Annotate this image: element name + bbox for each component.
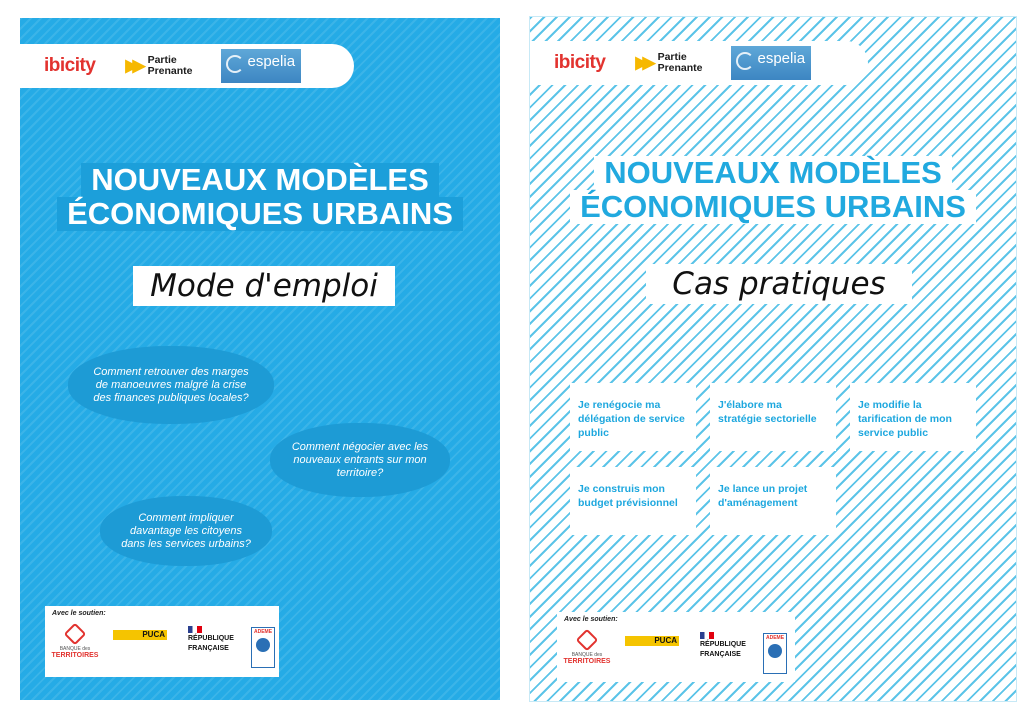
republique-francaise-logo: RÉPUBLIQUE FRANÇAISE [188,626,234,653]
cover-mode-emploi [20,18,500,700]
globe-icon [256,638,270,652]
case-card: Je lance un projet d'aménagement [710,467,836,535]
case-card: Je renégocie ma délégation de service public [570,383,696,451]
logo-bar [530,41,868,85]
chevron-icon: ▶▶ [635,53,650,72]
ibicity-logo: ibicity [44,55,96,76]
cover-title: NOUVEAUX MODÈLES ÉCONOMIQUES URBAINS [20,163,500,231]
espelia-logo: espelia [221,49,301,83]
chevron-icon: ▶▶ [125,56,140,75]
ademe-logo: ADEME [251,627,275,668]
cover-subtitle: Mode d'emploi [133,266,395,306]
flag-icon [700,632,714,639]
cover-subtitle: Cas pratiques [646,264,912,304]
partie-prenante-logo: ▶▶ Partie Prenante [125,54,193,77]
globe-icon [768,644,782,658]
support-logos: Avec le soutien: BANQUE des TERRITOIRES PUCA RÉPUBLIQUE FRANÇAISE ADEME [45,606,279,677]
swirl-icon [736,52,754,70]
hexagon-icon [576,629,599,652]
puca-logo: PUCA [113,630,167,642]
support-logos: Avec le soutien: BANQUE des TERRITOIRES PUCA RÉPUBLIQUE FRANÇAISE ADEME [557,612,795,682]
banque-des-territoires-logo: BANQUE des TERRITOIRES [51,626,99,659]
question-bubble: Comment négocier avec les nouveaux entrants sur mon territoire? [270,423,450,497]
espelia-logo: espelia [731,46,811,80]
republique-francaise-logo: RÉPUBLIQUE FRANÇAISE [700,632,746,659]
case-card: Je modifie la tarification de mon service public [850,383,976,451]
puca-logo: PUCA [625,636,679,648]
flag-icon [188,626,202,633]
ademe-logo: ADEME [763,633,787,674]
case-card: Je construis mon budget prévisionnel [570,467,696,535]
ibicity-logo: ibicity [554,52,606,73]
question-bubble: Comment retrouver des marges de manoeuvres malgré la crise des finances publiques locales? [68,346,274,424]
cover-cas-pratiques [529,16,1017,702]
cover-title: NOUVEAUX MODÈLES ÉCONOMIQUES URBAINS [530,156,1016,224]
banque-des-territoires-logo: BANQUE des TERRITOIRES [563,632,611,665]
swirl-icon [226,55,244,73]
case-card: J'élabore ma stratégie sectorielle [710,383,836,451]
question-bubble: Comment impliquer davantage les citoyens dans les services urbains? [100,496,272,566]
logo-bar [20,44,354,88]
partie-prenante-logo: ▶▶ Partie Prenante [635,51,703,74]
hexagon-icon [64,623,87,646]
